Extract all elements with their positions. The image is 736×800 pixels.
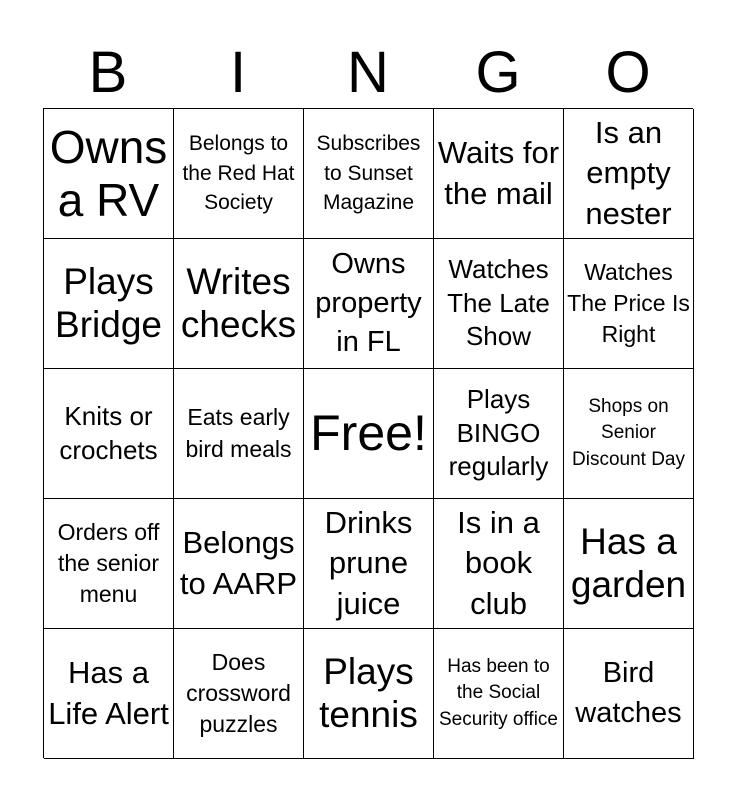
cell-text: Knits or crochets bbox=[59, 400, 158, 465]
header-letter-b: B bbox=[88, 40, 128, 105]
cell-text: Waits for the mail bbox=[437, 135, 560, 211]
bingo-cell[interactable] bbox=[174, 109, 304, 239]
bingo-cell[interactable] bbox=[304, 499, 434, 629]
cell-text: Owns a RV bbox=[49, 120, 168, 226]
bingo-cell[interactable] bbox=[44, 239, 174, 369]
bingo-cell[interactable] bbox=[434, 369, 564, 499]
cell-text: Has a Life Alert bbox=[48, 655, 169, 731]
cell-text: Owns property in FL bbox=[315, 247, 422, 359]
cell-text: Drinks prune juice bbox=[324, 505, 413, 621]
free-space-text: Free! bbox=[310, 405, 427, 461]
bingo-cell[interactable] bbox=[434, 629, 564, 759]
bingo-cell[interactable] bbox=[564, 629, 694, 759]
bingo-cell[interactable] bbox=[434, 109, 564, 239]
header-letter-g: G bbox=[475, 40, 521, 105]
cell-text: Plays tennis bbox=[319, 650, 418, 735]
bingo-cell[interactable] bbox=[174, 369, 304, 499]
bingo-cell[interactable] bbox=[564, 499, 694, 629]
bingo-board bbox=[43, 108, 693, 758]
cell-text: Subscribes to Sunset Magazine bbox=[316, 132, 421, 215]
cell-text: Is an empty nester bbox=[585, 115, 672, 231]
cell-text: Belongs to the Red Hat Society bbox=[182, 132, 295, 215]
cell-text: Plays Bridge bbox=[55, 260, 162, 345]
header-letter-n: N bbox=[347, 40, 389, 105]
bingo-cell[interactable] bbox=[304, 629, 434, 759]
cell-text: Belongs to AARP bbox=[179, 525, 298, 601]
bingo-cell[interactable] bbox=[174, 629, 304, 759]
bingo-cell[interactable] bbox=[434, 239, 564, 369]
bingo-cell[interactable] bbox=[174, 499, 304, 629]
cell-text: Eats early bird meals bbox=[185, 404, 292, 462]
bingo-cell[interactable] bbox=[44, 369, 174, 499]
cell-text: Writes checks bbox=[180, 260, 297, 345]
bingo-cell[interactable] bbox=[564, 369, 694, 499]
header-letter-i: I bbox=[229, 40, 247, 105]
bingo-header bbox=[43, 38, 693, 108]
cell-text: Watches The Late Show bbox=[447, 253, 550, 352]
cell-text: Does crossword puzzles bbox=[186, 648, 291, 738]
bingo-cell[interactable] bbox=[44, 109, 174, 239]
cell-text: Orders off the senior menu bbox=[57, 518, 160, 608]
header-letter-o: O bbox=[605, 40, 651, 105]
cell-text: Is in a book club bbox=[457, 505, 540, 621]
cell-text: Has been to the Social Security office bbox=[439, 655, 558, 730]
cell-text: Watches The Price Is Right bbox=[567, 258, 690, 348]
bingo-cell[interactable] bbox=[44, 629, 174, 759]
cell-text: Has a garden bbox=[570, 520, 687, 605]
bingo-cell[interactable] bbox=[564, 109, 694, 239]
cell-text: Plays BINGO regularly bbox=[448, 383, 549, 482]
bingo-cell[interactable] bbox=[174, 239, 304, 369]
bingo-cell[interactable] bbox=[304, 239, 434, 369]
free-space-cell[interactable] bbox=[304, 369, 434, 499]
bingo-cell[interactable] bbox=[564, 239, 694, 369]
bingo-cell[interactable] bbox=[434, 499, 564, 629]
bingo-cell[interactable] bbox=[44, 499, 174, 629]
cell-text: Bird watches bbox=[575, 657, 682, 729]
bingo-cell[interactable] bbox=[304, 109, 434, 239]
cell-text: Shops on Senior Discount Day bbox=[572, 395, 685, 470]
